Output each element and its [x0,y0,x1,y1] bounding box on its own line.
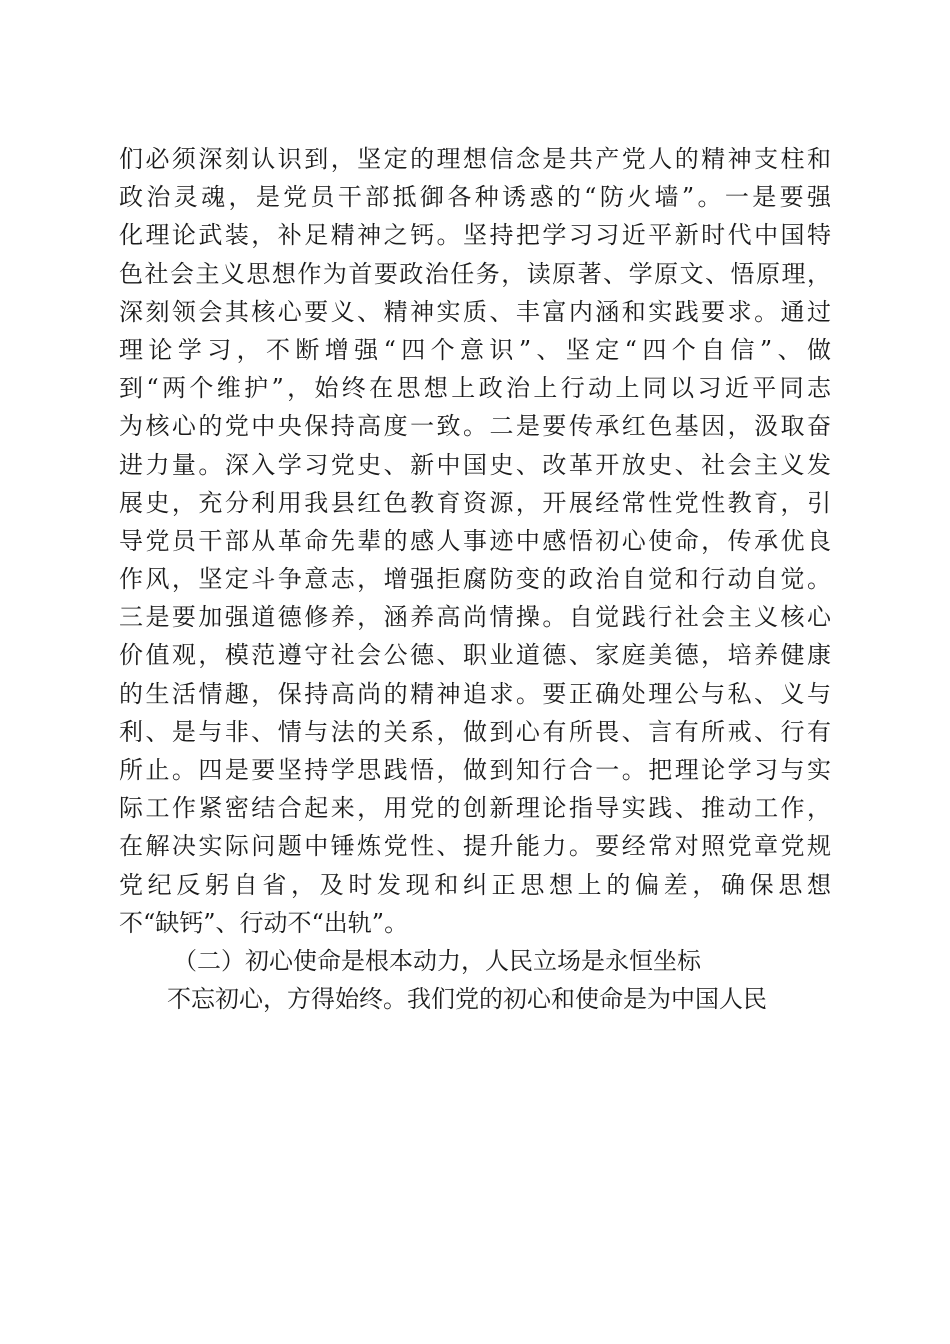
paragraph-line: 所止。四是要坚持学思践悟，做到知行合一。把理论学习与实 [119,756,831,784]
paragraph-line: 在解决实际问题中锤炼党性、提升能力。要经常对照党章党规 [119,832,831,861]
paragraph-line: 三是要加强道德修养，涵养高尚情操。自觉践行社会主义核心 [119,603,831,632]
document-body [119,140,831,1018]
paragraph-line: 不“缺钙”、行动不“出轨”。 [119,908,409,937]
paragraph-line: 导党员干部从革命先辈的感人事迹中感悟初心使命，传承优良 [119,526,831,555]
paragraph-line: 到“两个维护”，始终在思想上政治上行动上同以习近平同志 [119,374,831,403]
paragraph-line: 价值观，模范遵守社会公德、职业道德、家庭美德，培养健康 [119,641,831,670]
paragraph-line: 利、是与非、情与法的关系，做到心有所畏、言有所戒、行有 [119,717,831,746]
paragraph-line: 为核心的党中央保持高度一致。二是要传承红色基因，汲取奋 [119,412,831,441]
paragraph-line: 政治灵魂，是党员干部抵御各种诱惑的“防火墙”。一是要强 [119,183,831,212]
paragraph-line: 际工作紧密结合起来，用党的创新理论指导实践、推动工作， [119,794,831,823]
section-heading: （二）初心使命是根本动力，人民立场是永恒坐标 [173,946,701,975]
paragraph-line: 理论学习，不断增强“四个意识”、坚定“四个自信”、做 [119,335,831,364]
paragraph-line: 作风，坚定斗争意志，增强拒腐防变的政治自觉和行动自觉。 [119,565,831,594]
paragraph-line: 展史，充分利用我县红色教育资源，开展经常性党性教育，引 [119,488,831,517]
paragraph-line: 深刻领会其核心要义、精神实质、丰富内涵和实践要求。通过 [119,297,831,326]
paragraph-line: 色社会主义思想作为首要政治任务，读原著、学原文、悟原理， [119,259,831,288]
paragraph-line: 不忘初心，方得始终。我们党的初心和使命是为中国人民 [167,985,767,1014]
paragraph-line: 化理论武装，补足精神之钙。坚持把学习习近平新时代中国特 [119,221,831,250]
paragraph-line: 的生活情趣，保持高尚的精神追求。要正确处理公与私、义与 [119,679,831,708]
paragraph-line: 们必须深刻认识到，坚定的理想信念是共产党人的精神支柱和 [119,145,831,173]
paragraph-line: 进力量。深入学习党史、新中国史、改革开放史、社会主义发 [119,450,831,479]
paragraph-line: 党纪反躬自省，及时发现和纠正思想上的偏差，确保思想 [119,870,831,899]
